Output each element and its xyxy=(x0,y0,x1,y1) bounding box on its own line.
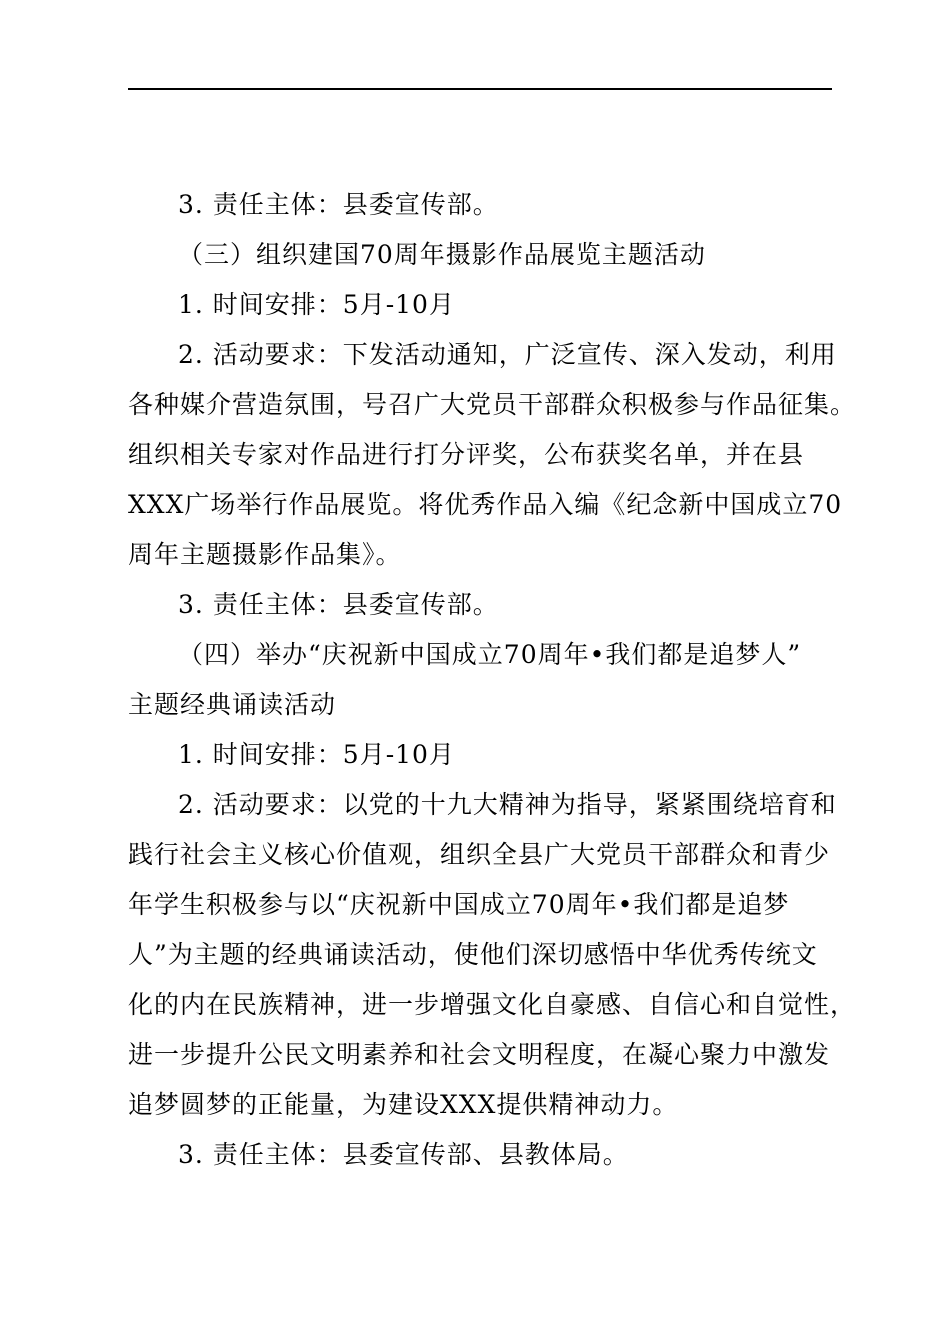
text-line: 追梦圆梦的正能量，为建设XXX提供精神动力。 xyxy=(128,1090,679,1119)
text-line: XXX广场举行作品展览。将优秀作品入编《纪念新中国成立70 xyxy=(128,490,843,519)
list-item-paragraph xyxy=(128,330,857,580)
text-line: 周年主题摄影作品集》。 xyxy=(128,540,402,569)
header-rule xyxy=(128,88,832,90)
text-line: 人”为主题的经典诵读活动，使他们深切感悟中华优秀传统文 xyxy=(128,940,818,969)
text-line: 2. 活动要求：以党的十九大精神为指导，紧紧围绕培育和 xyxy=(178,790,837,819)
document-body xyxy=(128,180,857,1180)
text-line: 3. 责任主体：县委宣传部。 xyxy=(178,190,499,219)
section-heading xyxy=(128,230,838,280)
text-line: 1. 时间安排：5月-10月 xyxy=(178,740,455,769)
list-item-paragraph xyxy=(128,1130,838,1180)
list-item-paragraph xyxy=(128,730,838,780)
text-line: 进一步提升公民文明素养和社会文明程度，在凝心聚力中激发 xyxy=(128,1040,831,1069)
text-line: 践行社会主义核心价值观，组织全县广大党员干部群众和青少 xyxy=(128,840,831,869)
text-line: （三）组织建国70周年摄影作品展览主题活动 xyxy=(178,240,706,269)
section-heading xyxy=(128,630,838,730)
list-item-paragraph xyxy=(128,280,838,330)
text-line: 各种媒介营造氛围，号召广大党员干部群众积极参与作品征集。 xyxy=(128,390,857,419)
list-item-paragraph xyxy=(128,580,838,630)
text-line: 主题经典诵读活动 xyxy=(128,690,337,719)
text-line: 组织相关专家对作品进行打分评奖，公布获奖名单，并在县 xyxy=(128,440,805,469)
text-line: 3. 责任主体：县委宣传部。 xyxy=(178,590,499,619)
list-item-paragraph xyxy=(128,180,838,230)
text-line: 2. 活动要求：下发活动通知，广泛宣传、深入发动，利用 xyxy=(178,340,837,369)
text-line: 3. 责任主体：县委宣传部、县教体局。 xyxy=(178,1140,629,1169)
text-line: 1. 时间安排：5月-10月 xyxy=(178,290,455,319)
text-line: 化的内在民族精神，进一步增强文化自豪感、自信心和自觉性， xyxy=(128,990,857,1019)
text-line: （四）举办“庆祝新中国成立70周年•我们都是追梦人” xyxy=(178,640,802,669)
text-line: 年学生积极参与以“庆祝新中国成立70周年•我们都是追梦 xyxy=(128,890,790,919)
list-item-paragraph xyxy=(128,780,857,1130)
